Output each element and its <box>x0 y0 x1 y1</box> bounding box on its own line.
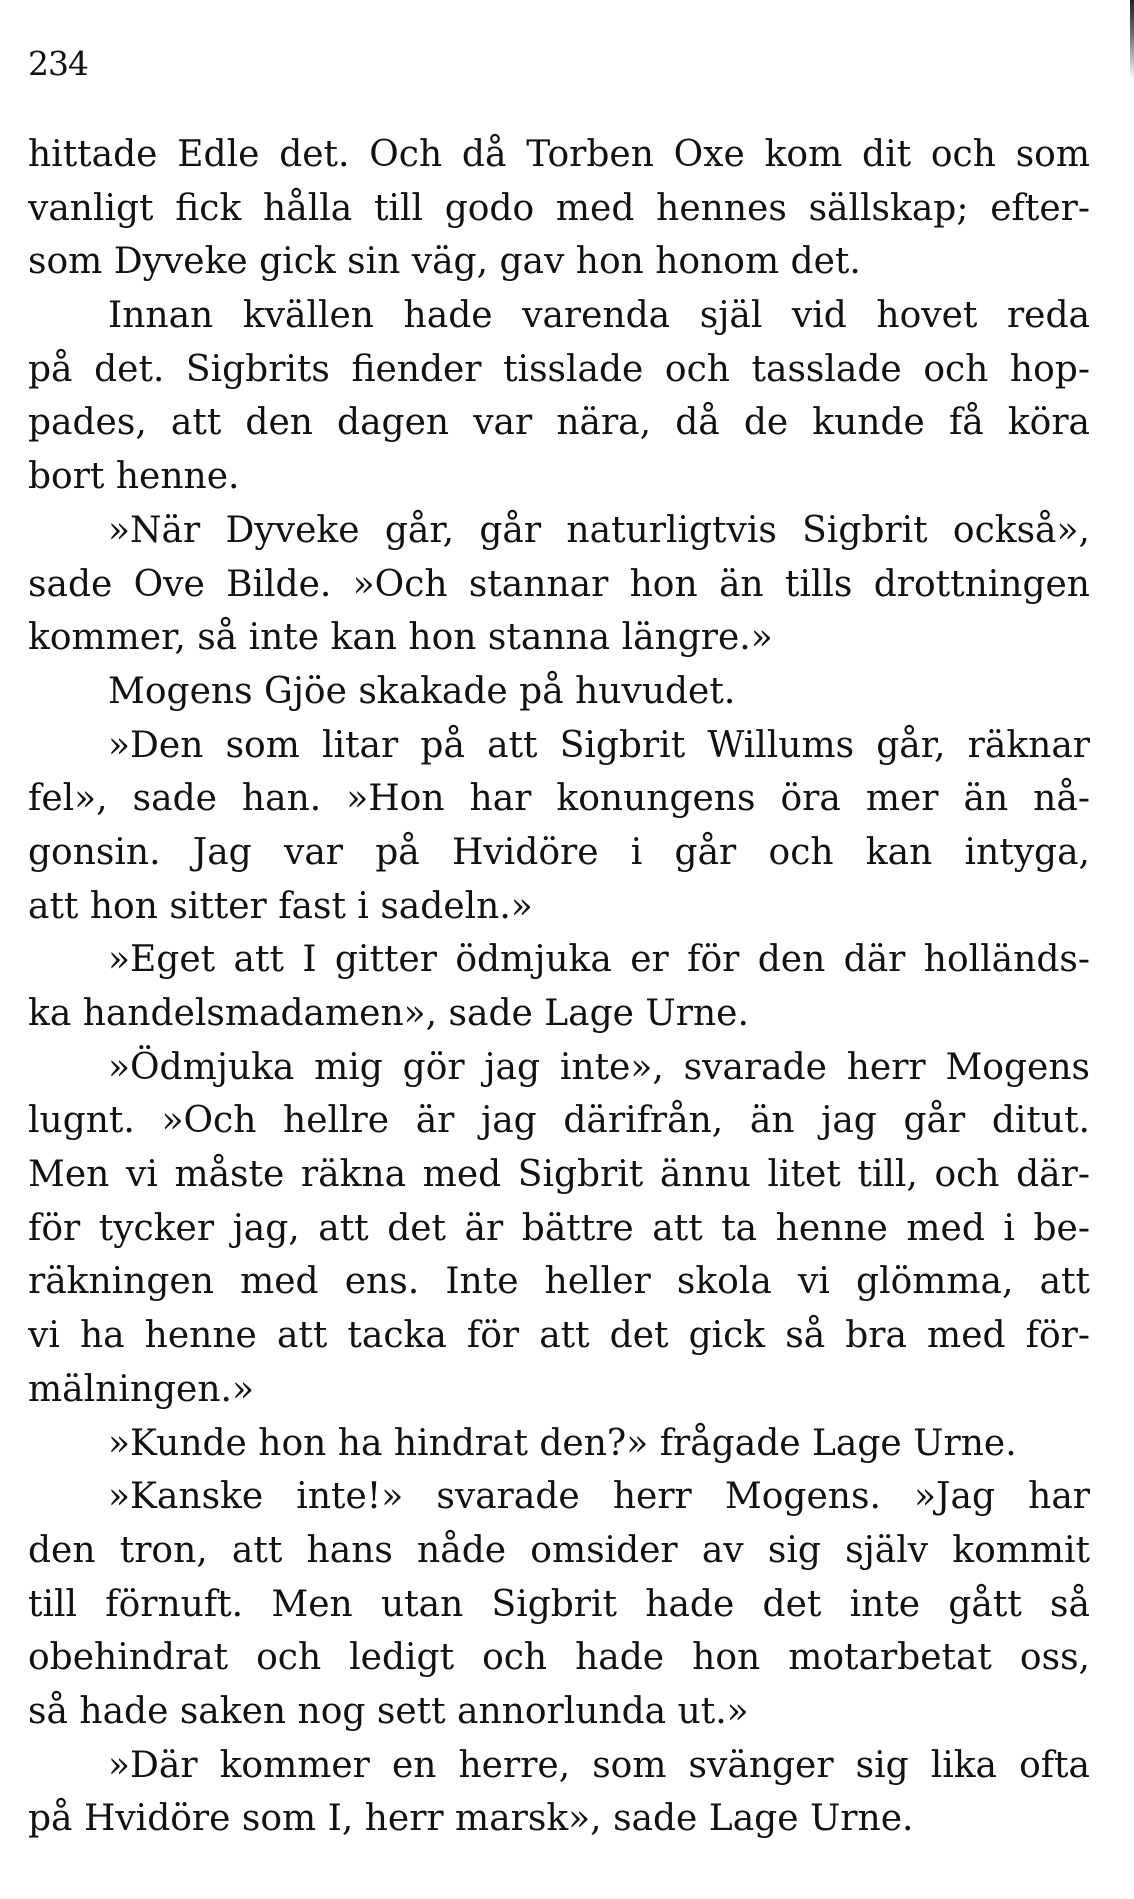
text-line: som Dyveke gick sin väg, gav hon honom det. <box>28 241 861 283</box>
text-line: på det. Sigbrits fiender tisslade och tasslade och hop- <box>28 348 1090 390</box>
text-line: Innan kvällen hade varenda själ vid hovet reda <box>108 295 1090 337</box>
text-line: fel», sade han. »Hon har konungens öra mer än nå- <box>28 778 1090 820</box>
text-line: på Hvidöre som I, herr marsk», sade Lage Urne. <box>28 1798 914 1840</box>
scan-edge-mark <box>1130 0 1134 80</box>
text-line: kommer, så inte kan hon stanna längre.» <box>28 617 773 659</box>
text-line: »När Dyveke går, går naturligtvis Sigbrit också», <box>108 509 1090 551</box>
text-line: »Kanske inte!» svarade herr Mogens. »Jag har <box>108 1476 1090 1518</box>
text-line: vanligt fick hålla till godo med hennes sällskap; efter- <box>28 187 1090 229</box>
text-line: räkningen med ens. Inte heller skola vi glömma, att <box>28 1261 1090 1303</box>
text-line: »Där kommer en herre, som svänger sig lika ofta <box>108 1744 1090 1786</box>
text-line: bort henne. <box>28 456 240 498</box>
text-line: sade Ove Bilde. »Och stannar hon än tills drottningen <box>28 563 1090 605</box>
text-line: gonsin. Jag var på Hvidöre i går och kan intyga, <box>28 831 1090 873</box>
text-line: så hade saken nog sett annorlunda ut.» <box>28 1690 749 1732</box>
text-line: »Den som litar på att Sigbrit Willums går, räknar <box>108 724 1090 766</box>
text-line: vi ha henne att tacka för att det gick så bra med för- <box>28 1315 1090 1357</box>
text-line: »Kunde hon ha hindrat den?» frågade Lage Urne. <box>108 1422 1017 1464</box>
text-line: »Eget att I gitter ödmjuka er för den där holländs- <box>108 939 1090 981</box>
text-line: obehindrat och ledigt och hade hon motarbetat oss, <box>28 1637 1090 1679</box>
text-line: till förnuft. Men utan Sigbrit hade det inte gått så <box>28 1583 1090 1625</box>
text-line: ka handelsmadamen», sade Lage Urne. <box>28 993 749 1034</box>
text-line: Men vi måste räkna med Sigbrit ännu litet till, och där- <box>28 1154 1090 1196</box>
text-line: pades, att den dagen var nära, då de kunde få köra <box>28 402 1090 444</box>
text-line: mälningen.» <box>28 1368 255 1410</box>
body-text <box>28 128 1090 1846</box>
text-line: »Ödmjuka mig gör jag inte», svarade herr Mogens <box>108 1046 1090 1088</box>
text-line: hittade Edle det. Och då Torben Oxe kom dit och som <box>28 134 1090 175</box>
text-line: för tycker jag, att det är bättre att ta henne med i be- <box>28 1207 1090 1249</box>
text-line: lugnt. »Och hellre är jag därifrån, än jag går ditut. <box>28 1100 1090 1142</box>
text-line: den tron, att hans nåde omsider av sig själv kommit <box>28 1529 1090 1571</box>
text-line: Mogens Gjöe skakade på huvudet. <box>108 670 736 712</box>
text-line: att hon sitter fast i sadeln.» <box>28 885 533 927</box>
page-number: 234 <box>28 44 88 83</box>
